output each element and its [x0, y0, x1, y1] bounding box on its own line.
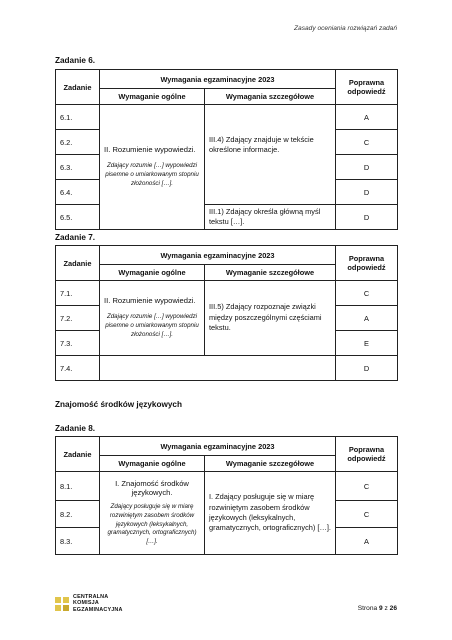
task-number: 7.2.	[56, 306, 100, 331]
logo-line: CENTRALNA	[73, 594, 109, 600]
task8-title: Zadanie 8.	[55, 424, 96, 433]
general-requirement: II. Rozumienie wypowiedzi. Zdający rozumie […] wypowiedzi pisemne o umiarkowanym stopniu złożoności […].	[100, 281, 205, 356]
answer: D	[336, 180, 398, 205]
col-header-szczegolowe: Wymagania szczegółowe	[205, 89, 336, 105]
task-number: 7.4.	[56, 356, 100, 381]
answer: D	[336, 205, 398, 230]
specific-requirement: I. Zdający posługuje się w miarę rozwiniętym zasobem środków językowych (leksykalnych, gramatycznych, ortograficznych) […].	[205, 472, 336, 555]
answer: D	[336, 155, 398, 180]
col-header-ogolne: Wymaganie ogólne	[100, 89, 205, 105]
general-requirement: II. Rozumienie wypowiedzi. Zdający rozumie […] wypowiedzi pisemne o umiarkowanym stopniu złożoności […].	[100, 105, 205, 230]
task7-table	[55, 245, 398, 381]
page-number: Strona 9 z 26	[357, 605, 397, 612]
task-number: 7.1.	[56, 281, 100, 306]
logo-line: KOMISJA	[73, 600, 99, 607]
task-number: 6.2.	[56, 130, 100, 155]
task-number: 6.5.	[56, 205, 100, 230]
col-header-ogolne: Wymaganie ogólne	[100, 456, 205, 472]
col-header-wymagania: Wymagania egzaminacyjne 2023	[100, 437, 336, 456]
col-header-wymagania: Wymagania egzaminacyjne 2023	[100, 70, 336, 89]
logo-line: EGZAMINACYJNA	[73, 606, 123, 613]
col-header-zadanie: Zadanie	[56, 246, 100, 281]
answer: A	[336, 105, 398, 130]
answer: D	[336, 356, 398, 381]
answer: A	[336, 528, 398, 555]
col-header-poprawna: Poprawna odpowiedź	[336, 437, 398, 472]
col-header-wymagania: Wymagania egzaminacyjne 2023	[100, 246, 336, 265]
col-header-poprawna: Poprawna odpowiedź	[336, 246, 398, 281]
page-header: Zasady oceniania rozwiązań zadań	[294, 25, 397, 32]
answer: C	[336, 281, 398, 306]
task6-table	[55, 69, 398, 230]
general-requirement: I. Znajomość środków językowych. Zdający posługuje się w miarę rozwiniętym zasobem środków językowych (leksykalnych, gramatycznych, ortograficznych) […].	[100, 472, 205, 555]
cke-logo	[55, 594, 123, 613]
answer: C	[336, 472, 398, 501]
section-title: Znajomość środków językowych	[55, 400, 182, 409]
task-number: 6.3.	[56, 155, 100, 180]
col-header-zadanie: Zadanie	[56, 437, 100, 472]
answer: C	[336, 501, 398, 528]
answer: C	[336, 130, 398, 155]
col-header-ogolne: Wymaganie ogólne	[100, 265, 205, 281]
col-header-zadanie: Zadanie	[56, 70, 100, 105]
answer: E	[336, 331, 398, 356]
task8-table	[55, 436, 398, 555]
cke-logo-icon	[55, 597, 69, 611]
task-number: 6.1.	[56, 105, 100, 130]
task-number: 8.1.	[56, 472, 100, 501]
col-header-poprawna: Poprawna odpowiedź	[336, 70, 398, 105]
col-header-szczegolowe: Wymaganie szczegółowe	[205, 265, 336, 281]
task-number: 8.3.	[56, 528, 100, 555]
specific-requirement: III.1) Zdający określa główną myśl tekstu […].	[205, 205, 336, 230]
task-number: 6.4.	[56, 180, 100, 205]
answer: A	[336, 306, 398, 331]
task6-title: Zadanie 6.	[55, 56, 96, 65]
task-number: 8.2.	[56, 501, 100, 528]
specific-requirement: III.5) Zdający rozpoznaje związki między poszczególnymi częściami tekstu.	[205, 281, 336, 356]
specific-requirement: III.4) Zdający znajduje w tekście określone informacje.	[205, 105, 336, 205]
task-number: 7.3.	[56, 331, 100, 356]
empty-requirement-cell	[100, 356, 336, 381]
col-header-szczegolowe: Wymaganie szczegółowe	[205, 456, 336, 472]
task7-title: Zadanie 7.	[55, 233, 96, 242]
